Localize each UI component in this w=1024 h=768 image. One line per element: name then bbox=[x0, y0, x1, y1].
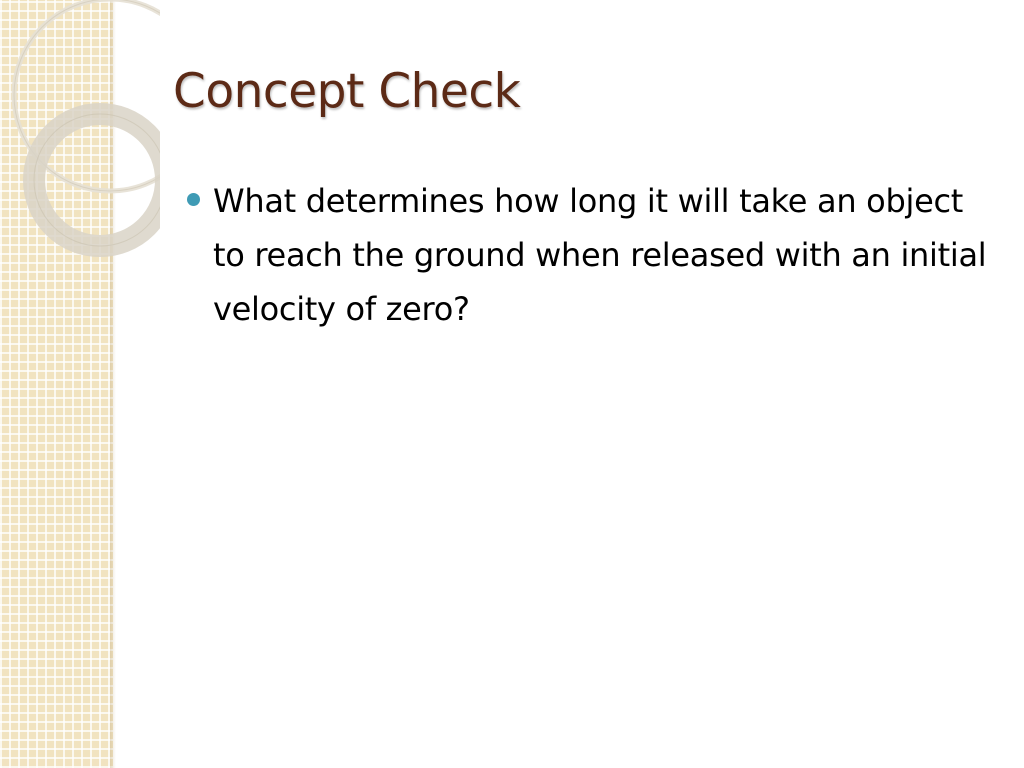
slide-title: Concept Check bbox=[173, 64, 521, 119]
circle-bullet-icon bbox=[187, 193, 200, 206]
bullet-item bbox=[187, 174, 1002, 336]
bullet-text: What determines how long it will take an object to reach the ground when released with an initial velocity of zero? bbox=[213, 182, 987, 328]
decorative-rings-icon bbox=[0, 0, 160, 260]
bullet-list bbox=[187, 174, 1002, 336]
